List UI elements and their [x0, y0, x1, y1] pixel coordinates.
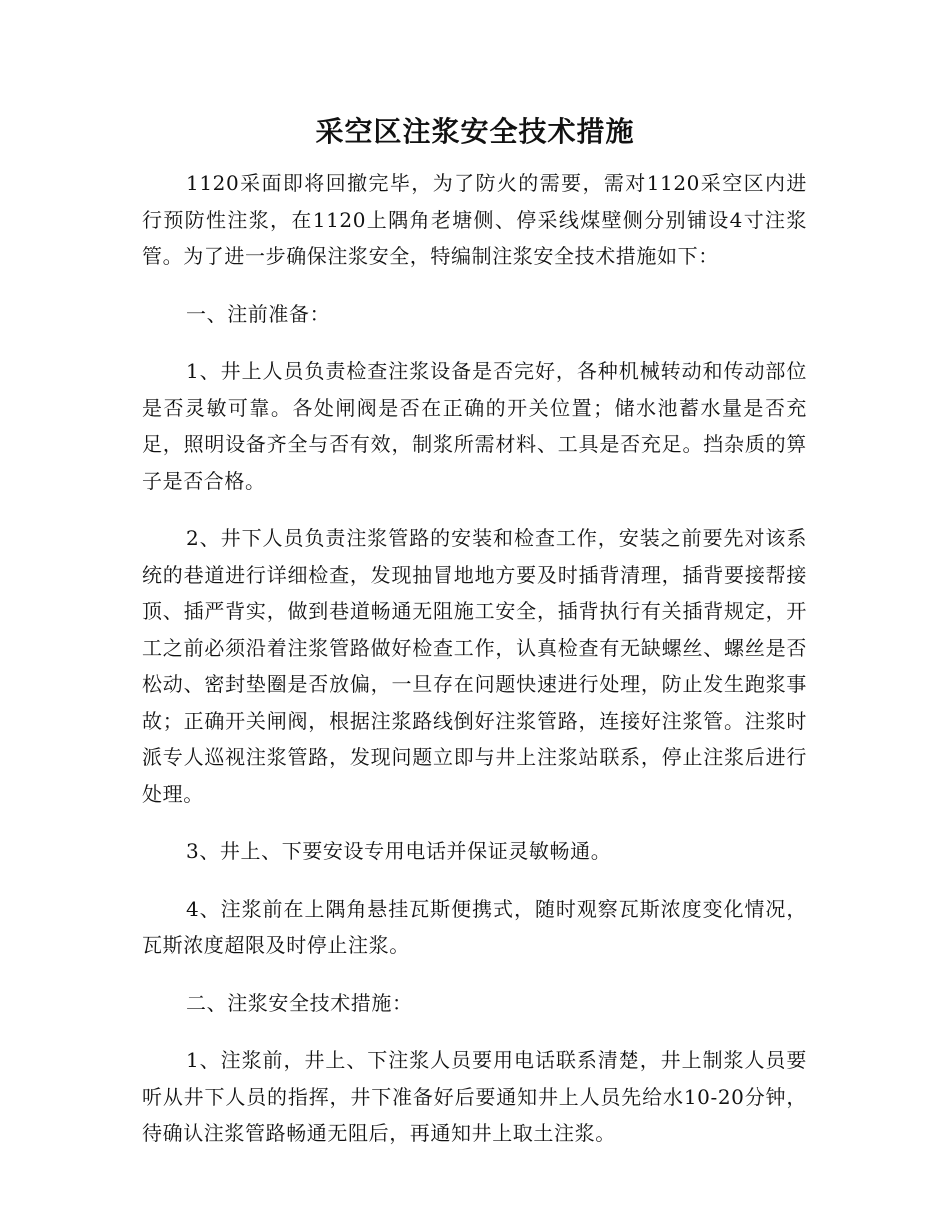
section-heading-preparation: 一、注前准备：: [186, 301, 331, 326]
preparation-item-3: 3、井上、下要安设专用电话并保证灵敏畅通。: [186, 839, 612, 863]
safety-item-1: 1、注浆前，井上、下注浆人员要用电话联系清楚，井上制浆人员要听从井下人员的指挥，井下准备好后要通知井上人员先给水10-20分钟，待确认注浆管路畅通无阻后，再通知井上取土注浆。: [142, 1048, 807, 1145]
preparation-item-2: 2、井下人员负责注浆管路的安装和检查工作，安装之前要先对该系统的巷道进行详细检查，发现抽冒地地方要及时插背清理，插背要接帮接顶、插严背实，做到巷道畅通无阻施工安全，插背执行有关插背规定，开工之前必须沿着注浆管路做好检查工作，认真检查有无缺螺丝、螺丝是否松动、密封垫圈是否放偏，一旦存在问题快速进行处理，防止发生跑浆事故；正确开关闸阀，根据注浆路线倒好注浆管路，连接好注浆管。注浆时派专人巡视注浆管路，发现问题立即与井上注浆站联系，停止注浆后进行处理。: [142, 526, 807, 806]
preparation-item-4: 4、注浆前在上隅角悬挂瓦斯便携式，随时观察瓦斯浓度变化情况，瓦斯浓度超限及时停止注浆。: [142, 896, 807, 957]
document-body: [142, 165, 807, 1173]
section-heading-safety-measures: 二、注浆安全技术措施：: [186, 990, 413, 1015]
intro-paragraph: 1120采面即将回撤完毕，为了防火的需要，需对1120采空区内进行预防性注浆，在1120上隅角老塘侧、停采线煤壁侧分别铺设4寸注浆管。为了进一步确保注浆安全，特编制注浆安全技术措施如下：: [142, 171, 807, 268]
preparation-item-1: 1、井上人员负责检查注浆设备是否完好，各种机械转动和传动部位是否灵敏可靠。各处闸阀是否在正确的开关位置；储水池蓄水量是否充足，照明设备齐全与否有效，制浆所需材料、工具是否充足。挡杂质的箅子是否合格。: [142, 359, 807, 493]
document-title: 采空区注浆安全技术措施: [315, 115, 635, 148]
